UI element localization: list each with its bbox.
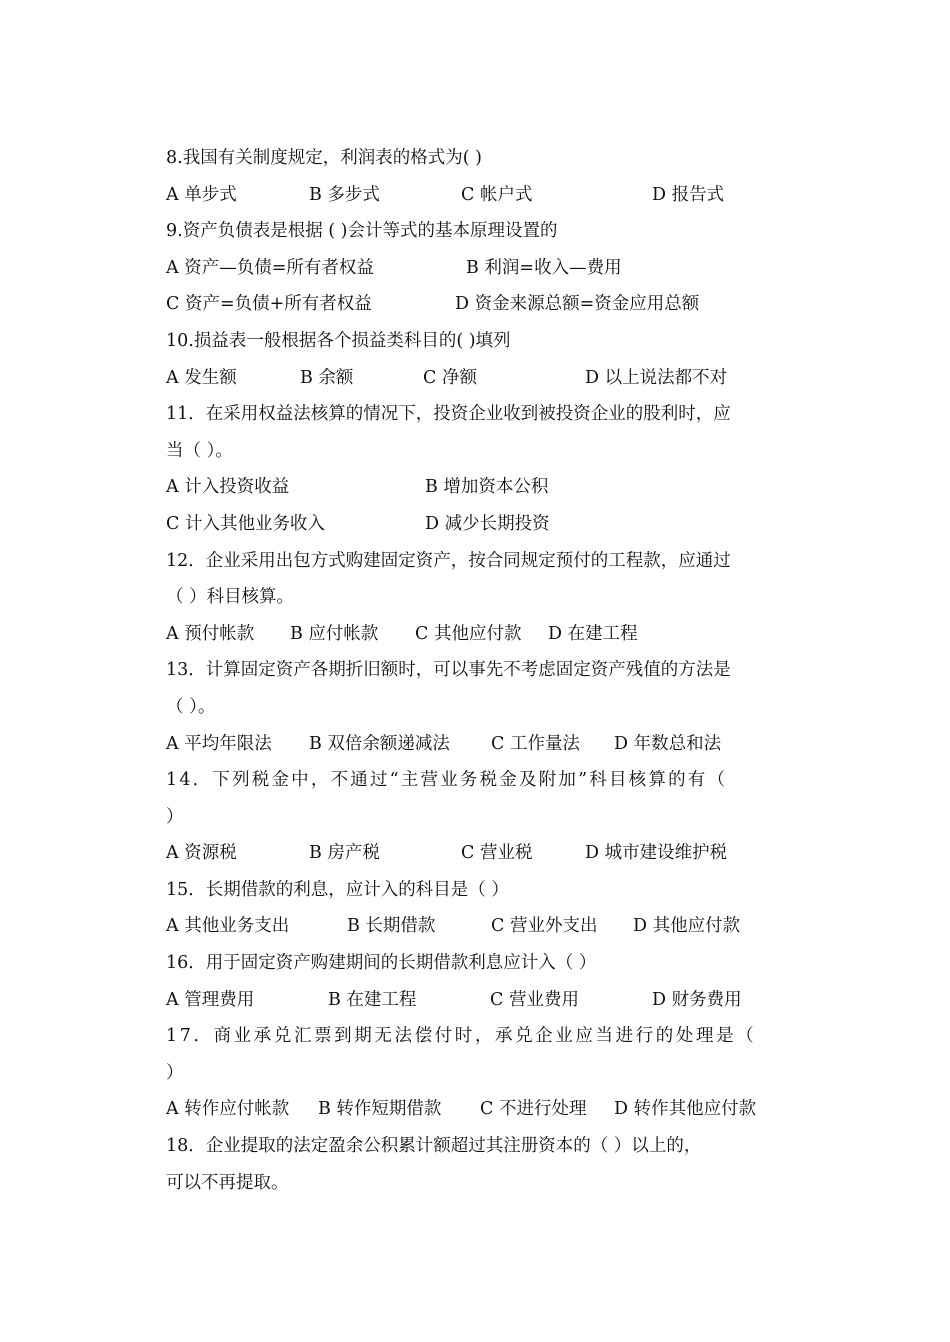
option-a: A 计入投资收益 bbox=[166, 477, 290, 498]
option-b: B 转作短期借款 bbox=[318, 1099, 442, 1120]
question-number: 9. bbox=[166, 221, 183, 242]
question-15-options bbox=[166, 913, 786, 950]
question-8-options bbox=[166, 182, 786, 219]
question-16-options bbox=[166, 987, 786, 1024]
question-10-options bbox=[166, 365, 786, 402]
question-13-options bbox=[166, 731, 786, 768]
option-c: C 不进行处理 bbox=[480, 1099, 587, 1120]
option-b: B 增加资本公积 bbox=[425, 477, 549, 498]
option-a: A 发生额 bbox=[166, 367, 237, 388]
option-d: D 以上说法都不对 bbox=[585, 367, 728, 388]
question-13-stem-line-2 bbox=[166, 694, 786, 731]
question-text: （ ）科目核算。 bbox=[166, 587, 295, 608]
question-16-stem bbox=[166, 950, 786, 987]
option-d: D 报告式 bbox=[652, 184, 725, 205]
question-10-stem bbox=[166, 328, 786, 365]
question-12-stem-line-1 bbox=[166, 548, 786, 585]
question-text: 企业提取的法定盈余公积累计额超过其注册资本的（ ）以上的， bbox=[205, 1136, 702, 1157]
option-c: C 资产=负债+所有者权益 bbox=[166, 294, 372, 315]
option-c: C 营业外支出 bbox=[491, 916, 598, 937]
question-14-stem-line-1 bbox=[166, 767, 786, 804]
option-a: A 平均年限法 bbox=[166, 733, 272, 754]
question-text: ） bbox=[166, 1062, 184, 1083]
question-text: 用于固定资产购建期间的长期借款利息应计入（ ） bbox=[205, 953, 597, 974]
question-8-stem bbox=[166, 145, 786, 182]
question-17-stem-line-1 bbox=[166, 1023, 786, 1060]
option-d: D 减少长期投资 bbox=[425, 513, 550, 534]
option-a: A 资源税 bbox=[166, 843, 237, 864]
question-text: 在采用权益法核算的情况下，投资企业收到被投资企业的股利时，应 bbox=[205, 404, 731, 425]
option-a: A 转作应付帐款 bbox=[166, 1099, 290, 1120]
option-d: D 转作其他应付款 bbox=[614, 1099, 757, 1120]
option-c: C 工作量法 bbox=[491, 733, 580, 754]
option-a: A 单步式 bbox=[166, 184, 237, 205]
question-text: 当（ ）。 bbox=[166, 440, 233, 461]
question-9-options-ab bbox=[166, 255, 786, 292]
option-b: B 利润=收入—费用 bbox=[466, 257, 622, 278]
question-12-options bbox=[166, 621, 786, 658]
option-c: C 计入其他业务收入 bbox=[166, 513, 325, 534]
option-b: B 余额 bbox=[300, 367, 354, 388]
option-b: B 应付帐款 bbox=[290, 623, 379, 644]
option-c: C 帐户式 bbox=[461, 184, 533, 205]
question-number: 16． bbox=[166, 953, 206, 974]
question-number: 10. bbox=[166, 330, 194, 351]
question-11-options-ab bbox=[166, 474, 786, 511]
option-d: D 在建工程 bbox=[548, 623, 638, 644]
question-number: 13． bbox=[166, 660, 206, 681]
question-text: 企业采用出包方式购建固定资产，按合同规定预付的工程款，应通过 bbox=[205, 550, 731, 571]
question-number: 17． bbox=[166, 1026, 214, 1047]
option-c: C 营业税 bbox=[461, 843, 533, 864]
question-14-stem-line-2 bbox=[166, 804, 786, 841]
option-a: A 资产—负债=所有者权益 bbox=[166, 257, 374, 278]
option-b: B 双倍余额递减法 bbox=[309, 733, 450, 754]
question-text: 商业承兑汇票到期无法偿付时，承兑企业应当进行的处理是（ bbox=[213, 1026, 757, 1047]
question-number: 14． bbox=[166, 770, 213, 791]
option-d: D 财务费用 bbox=[652, 989, 742, 1010]
option-d: D 资金来源总额=资金应用总额 bbox=[455, 294, 700, 315]
question-11-stem-line-1 bbox=[166, 401, 786, 438]
question-9-stem bbox=[166, 218, 786, 255]
question-11-stem-line-2 bbox=[166, 438, 786, 475]
question-text: 长期借款的利息，应计入的科目是（ ） bbox=[205, 879, 509, 900]
question-text: 损益表一般根据各个损益类科目的( )填列 bbox=[193, 330, 511, 351]
question-number: 12． bbox=[166, 550, 206, 571]
question-17-stem-line-2 bbox=[166, 1060, 786, 1097]
option-c: C 净额 bbox=[423, 367, 477, 388]
option-b: B 在建工程 bbox=[328, 989, 417, 1010]
option-d: D 城市建设维护税 bbox=[585, 843, 728, 864]
option-a: A 管理费用 bbox=[166, 989, 255, 1010]
question-14-options bbox=[166, 840, 786, 877]
question-text: （ ）。 bbox=[166, 696, 216, 717]
question-11-options-cd bbox=[166, 511, 786, 548]
question-15-stem bbox=[166, 877, 786, 914]
question-text: 资产负债表是根据 ( )会计等式的基本原理设置的 bbox=[182, 221, 558, 242]
question-number: 18． bbox=[166, 1136, 206, 1157]
question-text: ） bbox=[166, 806, 184, 827]
question-18-stem-line-1 bbox=[166, 1133, 786, 1170]
question-number: 8. bbox=[166, 148, 183, 168]
question-text: 我国有关制度规定，利润表的格式为( ) bbox=[182, 148, 482, 168]
exam-page bbox=[166, 145, 786, 1206]
question-12-stem-line-2 bbox=[166, 584, 786, 621]
option-d: D 年数总和法 bbox=[614, 733, 722, 754]
question-13-stem-line-1 bbox=[166, 657, 786, 694]
question-text: 可以不再提取。 bbox=[166, 1172, 289, 1193]
option-b: B 房产税 bbox=[309, 843, 380, 864]
option-b: B 长期借款 bbox=[347, 916, 436, 937]
option-d: D 其他应付款 bbox=[633, 916, 741, 937]
question-18-stem-line-2 bbox=[166, 1170, 786, 1207]
question-17-options bbox=[166, 1096, 786, 1133]
question-number: 11． bbox=[166, 404, 206, 425]
option-b: B 多步式 bbox=[309, 184, 380, 205]
question-text: 计算固定资产各期折旧额时，可以事先不考虑固定资产残值的方法是 bbox=[205, 660, 731, 681]
option-a: A 其他业务支出 bbox=[166, 916, 290, 937]
option-c: C 营业费用 bbox=[490, 989, 579, 1010]
question-text: 下列税金中，不通过“主营业务税金及附加”科目核算的有（ bbox=[212, 770, 728, 791]
option-c: C 其他应付款 bbox=[415, 623, 522, 644]
question-9-options-cd bbox=[166, 291, 786, 328]
question-number: 15． bbox=[166, 879, 206, 900]
option-a: A 预付帐款 bbox=[166, 623, 255, 644]
